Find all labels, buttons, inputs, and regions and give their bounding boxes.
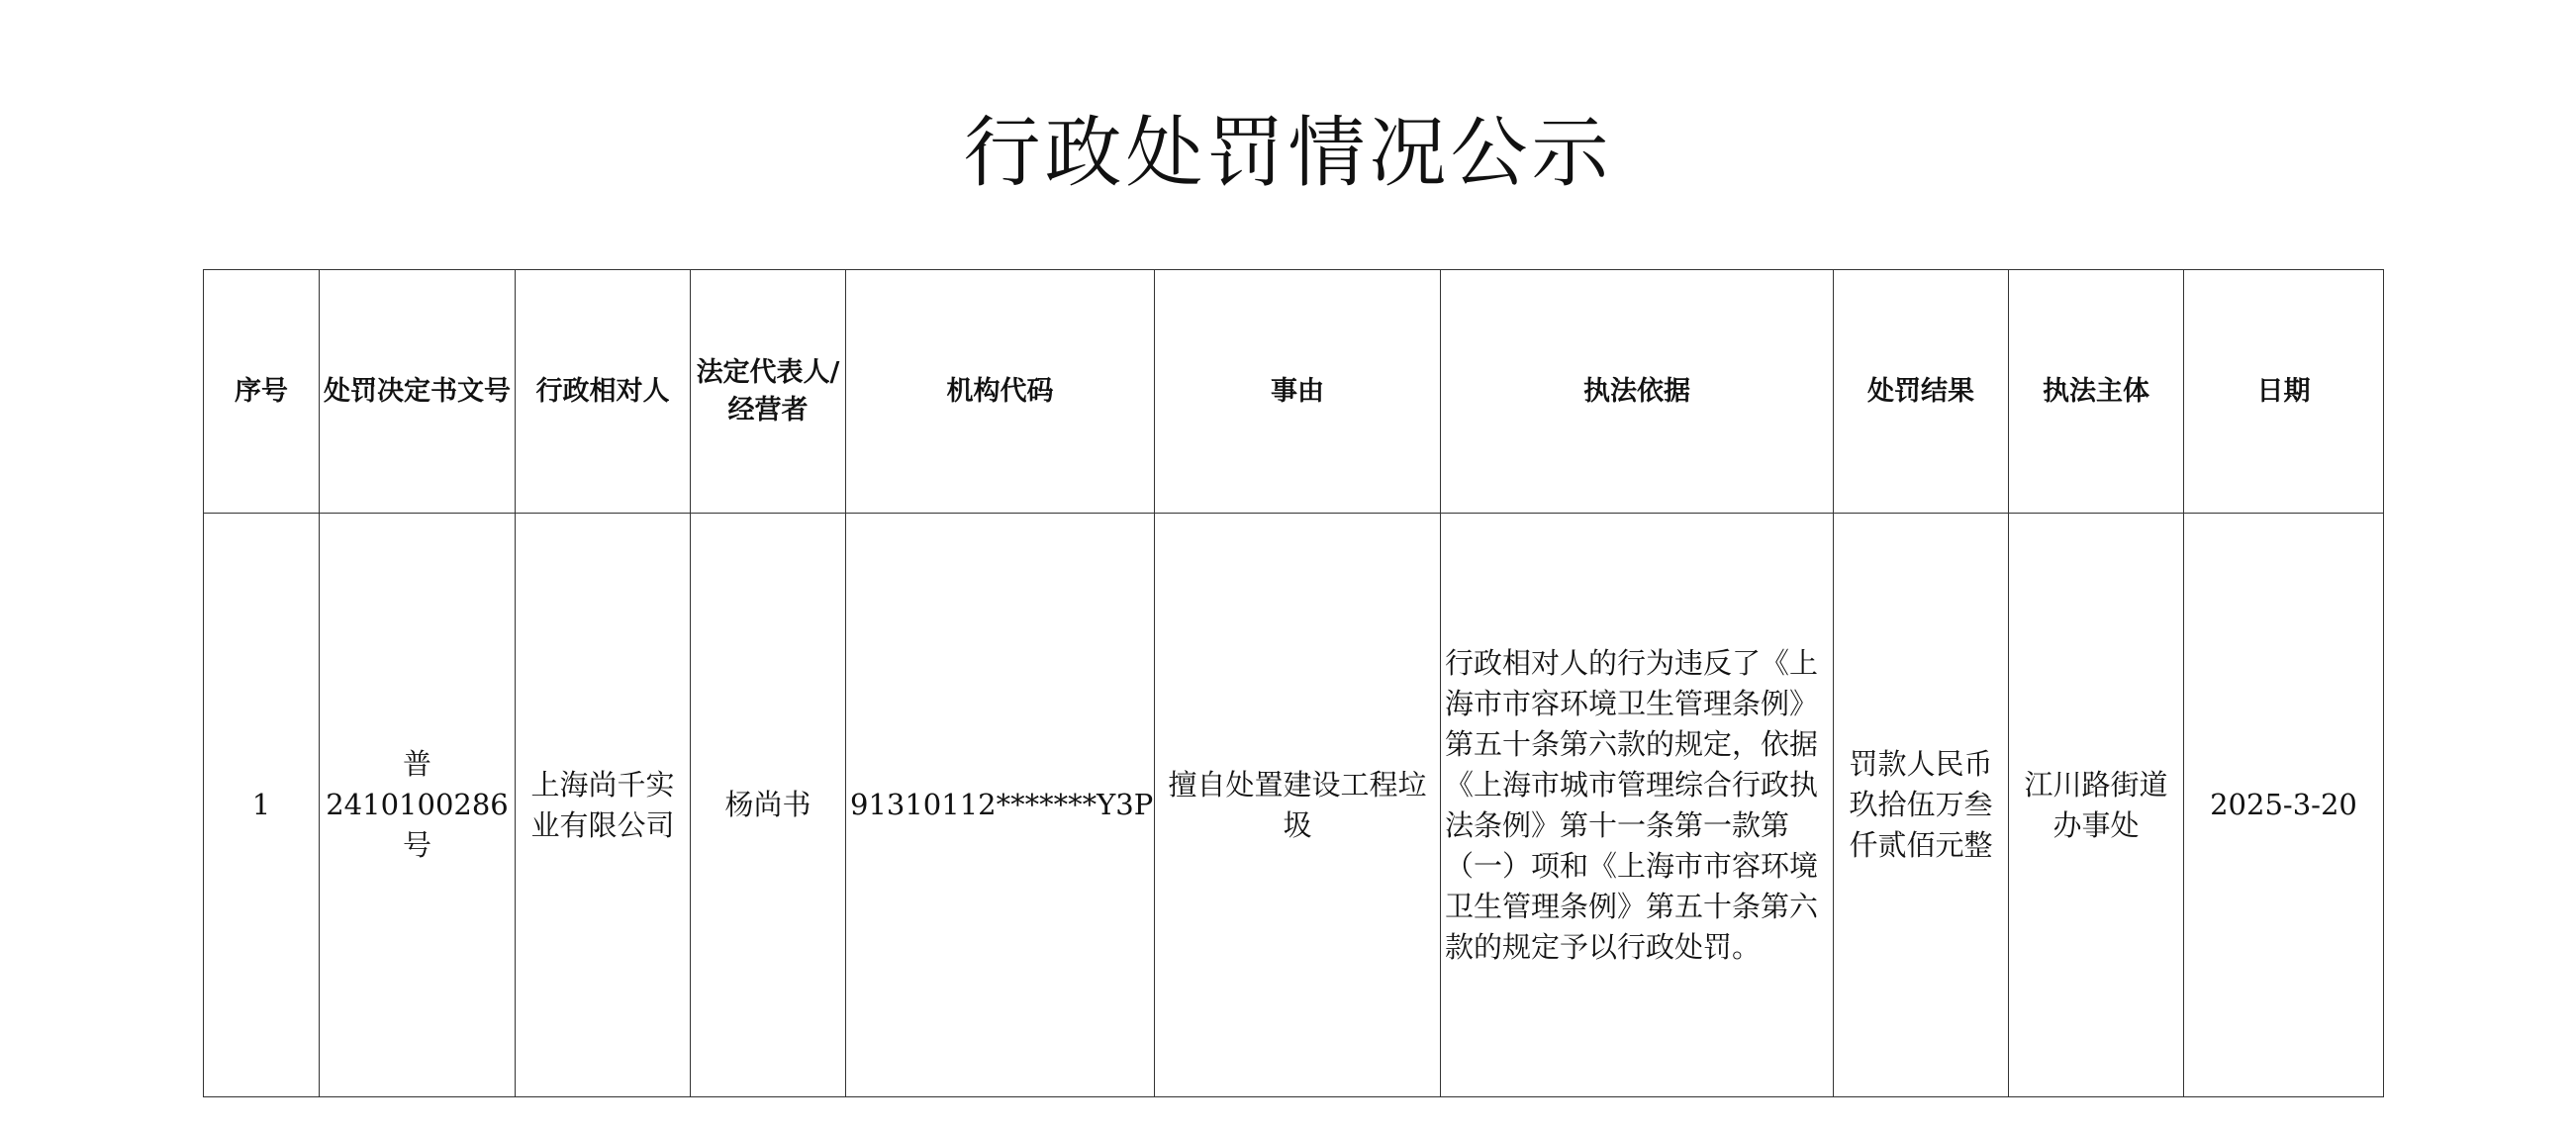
cell-organization-code: 91310112*******Y3P xyxy=(846,514,1155,1097)
header-penalty-result: 处罚结果 xyxy=(1834,270,2009,514)
header-decision-number: 处罚决定书文号 xyxy=(320,270,516,514)
header-index: 序号 xyxy=(204,270,320,514)
page-title: 行政处罚情况公示 xyxy=(963,109,1613,198)
cell-administrative-party: 上海尚千实业有限公司 xyxy=(516,514,691,1097)
cell-date: 2025-3-20 xyxy=(2184,514,2384,1097)
table-row xyxy=(204,514,2384,1097)
header-legal-basis: 执法依据 xyxy=(1441,270,1834,514)
cell-reason: 擅自处置建设工程垃圾 xyxy=(1155,514,1441,1097)
cell-legal-representative: 杨尚书 xyxy=(691,514,846,1097)
header-date: 日期 xyxy=(2184,270,2384,514)
cell-decision-number: 普2410100286号 xyxy=(320,514,516,1097)
cell-index: 1 xyxy=(204,514,320,1097)
header-organization-code: 机构代码 xyxy=(846,270,1155,514)
cell-legal-basis: 行政相对人的行为违反了《上海市市容环境卫生管理条例》第五十条第六款的规定，依据《上海市城市管理综合行政执法条例》第十一条第一款第（一）项和《上海市市容环境卫生管理条例》第五十条第六款的规定予以行政处罚。 xyxy=(1441,514,1834,1097)
cell-enforcement-authority: 江川路街道办事处 xyxy=(2009,514,2184,1097)
header-administrative-party: 行政相对人 xyxy=(516,270,691,514)
header-legal-representative: 法定代表人/经营者 xyxy=(691,270,846,514)
header-enforcement-authority: 执法主体 xyxy=(2009,270,2184,514)
penalty-notice-table xyxy=(203,269,2384,1097)
cell-penalty-result: 罚款人民币玖拾伍万叁仟贰佰元整 xyxy=(1834,514,2009,1097)
table-header-row xyxy=(204,270,2384,514)
header-reason: 事由 xyxy=(1155,270,1441,514)
